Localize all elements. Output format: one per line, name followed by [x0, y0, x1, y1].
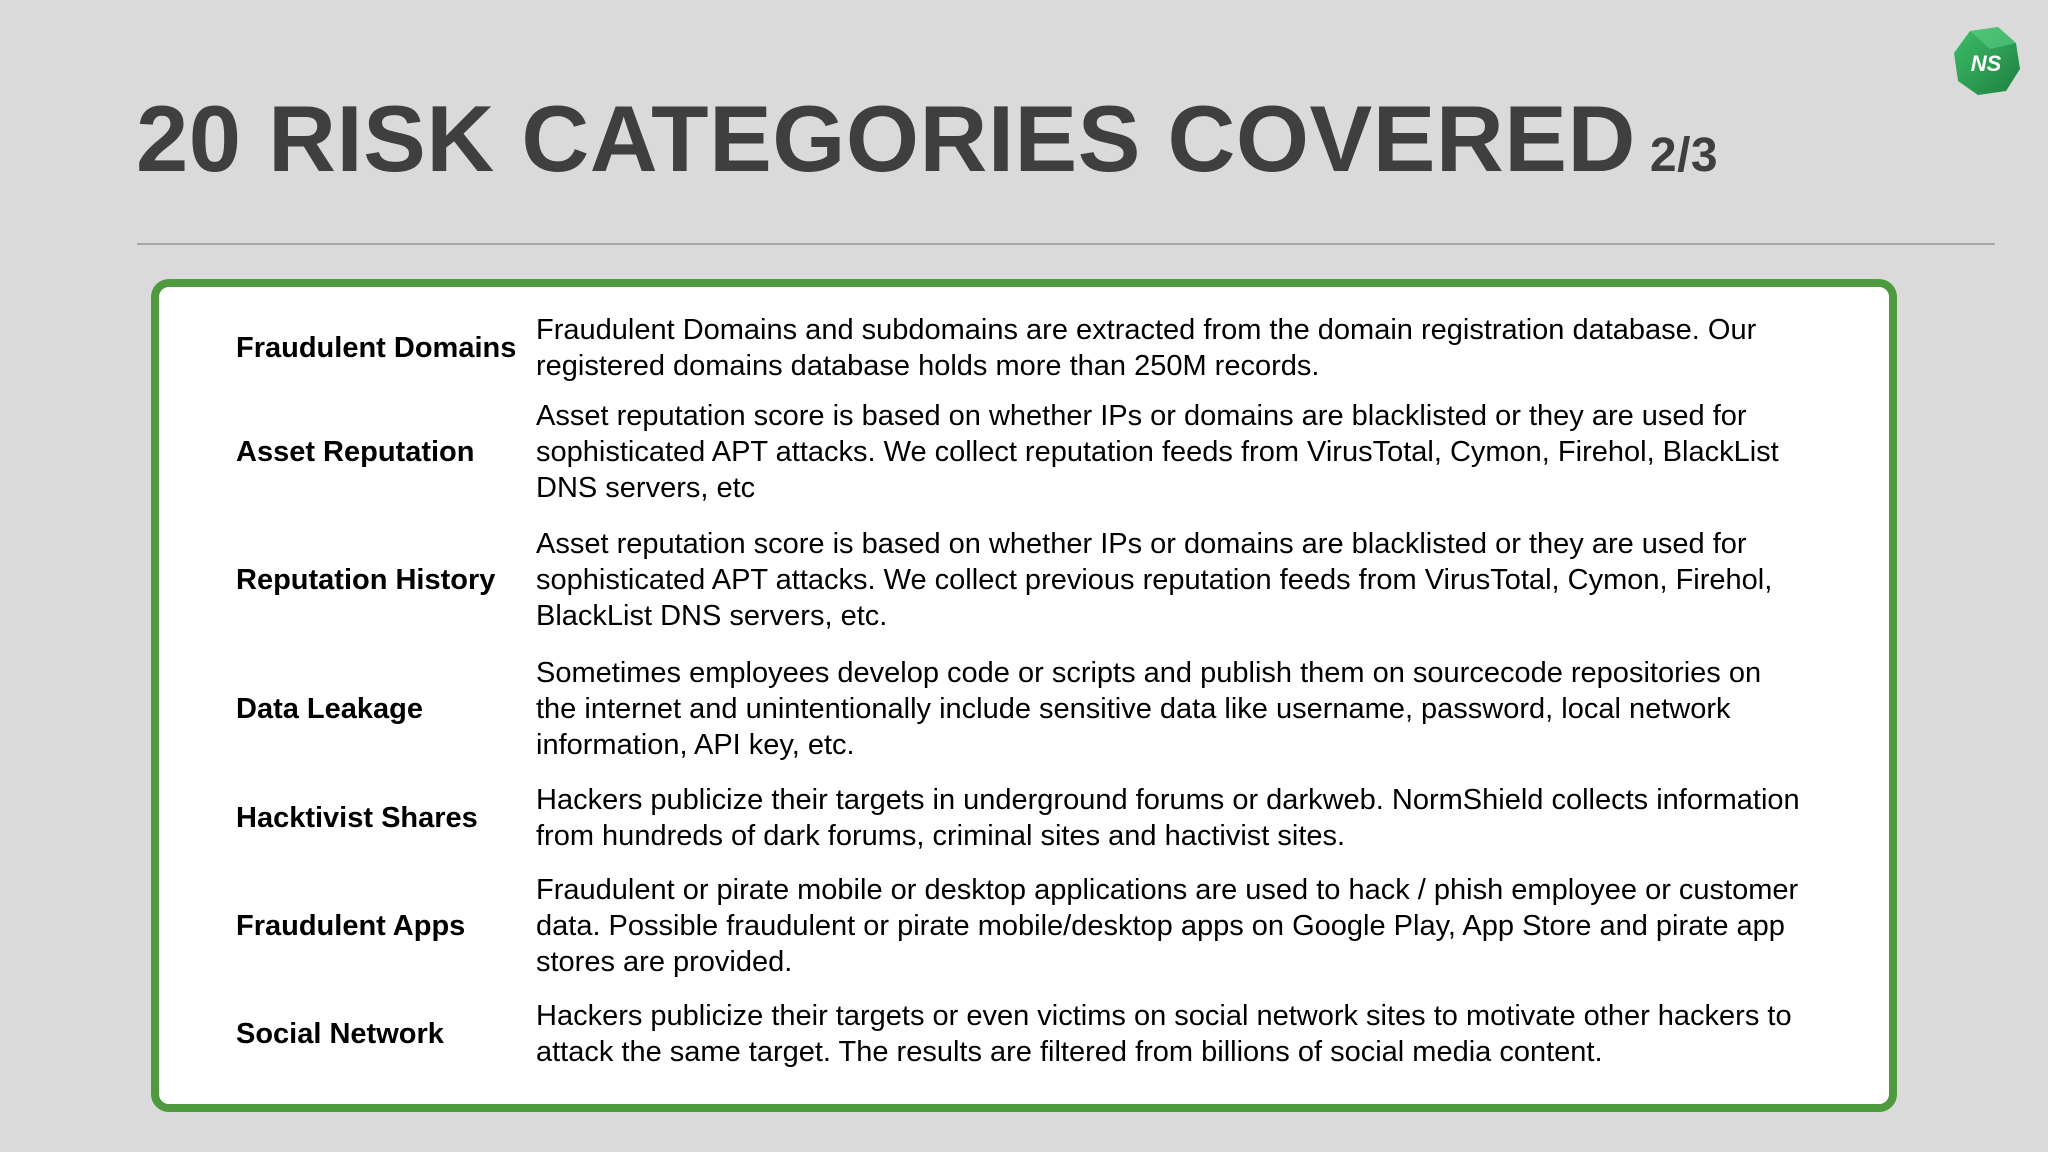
category-name: Social Network: [236, 1017, 444, 1050]
category-name: Fraudulent Apps: [236, 909, 466, 942]
table-row: [236, 389, 1806, 515]
table-row: [236, 307, 1806, 389]
title-divider: [137, 243, 1995, 245]
table-row: [236, 515, 1806, 645]
table-row: [236, 863, 1806, 989]
table-row: [236, 773, 1806, 863]
category-description: Hackers publicize their targets in underground forums or darkweb. NormShield collects information from hundreds of dark forums, criminal sites and hactivist sites.: [536, 784, 1800, 852]
page-title: [136, 86, 1719, 191]
category-name: Data Leakage: [236, 692, 423, 725]
category-description: Asset reputation score is based on whether IPs or domains are blacklisted or they are used for sophisticated APT attacks. We collect reputation feeds from VirusTotal, Cymon, Firehol, BlackList DNS servers, etc: [536, 400, 1779, 504]
category-description: Asset reputation score is based on whether IPs or domains are blacklisted or they are used for sophisticated APT attacks. We collect previous reputation feeds from VirusTotal, Cymon, Firehol, BlackList DNS servers, etc.: [536, 528, 1773, 632]
normshield-logo: [1950, 25, 2022, 97]
table-row: [236, 989, 1806, 1079]
page-indicator: 2/3: [1649, 129, 1719, 182]
category-name: Fraudulent Domains: [236, 331, 517, 364]
title-main: 20 RISK CATEGORIES COVERED: [136, 86, 1636, 191]
category-name: Asset Reputation: [236, 435, 475, 468]
category-name: Hacktivist Shares: [236, 801, 478, 834]
category-description: Sometimes employees develop code or scripts and publish them on sourcecode repositories on the internet and unintentionally include sensitive data like username, password, local network information, API key, etc.: [536, 657, 1762, 761]
logo-text: NS: [1970, 51, 2002, 76]
risk-categories-panel: [151, 279, 1897, 1112]
risk-categories-table: [236, 307, 1806, 1079]
category-description: Fraudulent or pirate mobile or desktop applications are used to hack / phish employee or customer data. Possible fraudulent or pirate mobile/desktop apps on Google Play, App Store and pirate app stores are provided.: [536, 874, 1799, 978]
ns-logo-icon: [1950, 25, 2022, 97]
table-row: [236, 645, 1806, 773]
category-description: Fraudulent Domains and subdomains are extracted from the domain registration database. Our registered domains database holds more than 250M records.: [536, 314, 1757, 382]
category-name: Reputation History: [236, 563, 496, 596]
category-description: Hackers publicize their targets or even victims on social network sites to motivate other hackers to attack the same target. The results are filtered from billions of social media content.: [536, 1000, 1792, 1068]
